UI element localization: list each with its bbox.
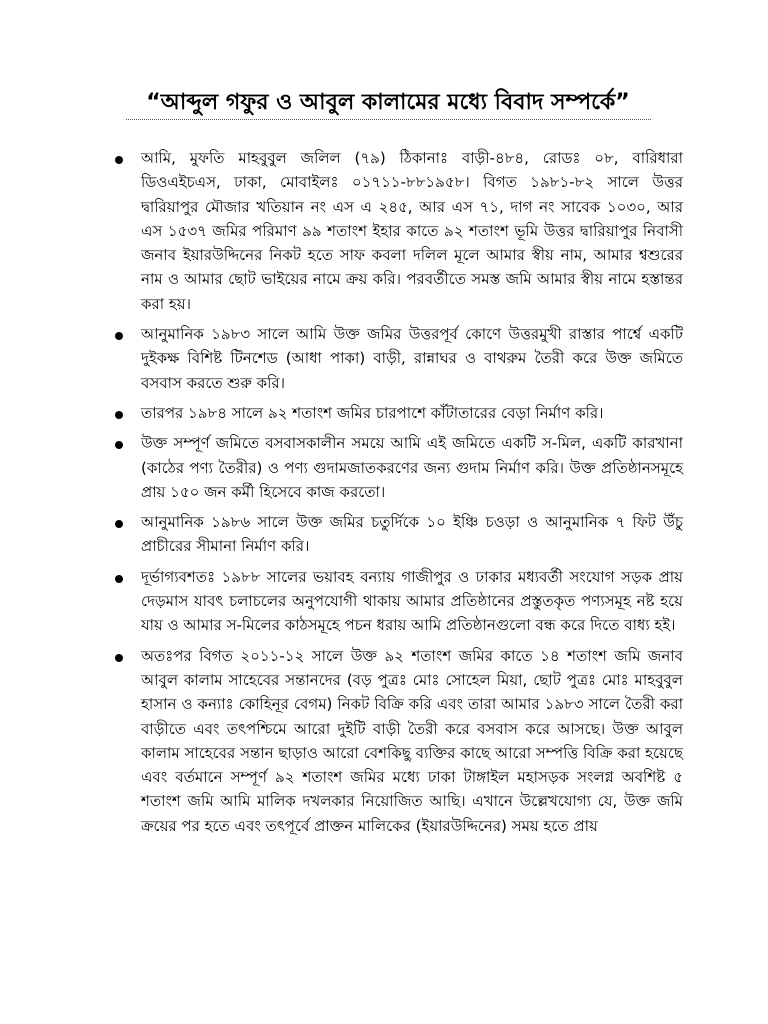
list-item — [113, 510, 683, 559]
list-item-text: উক্ত সম্পূর্ণ জমিতে বসবাসকালীন সময়ে আমি এই জমিতে একটি স-মিল, একটি কারখানা (কাঠের পণ্য তৈরীর) ও পণ্য গুদামজাতকরণের জন্য গুদাম নির্মাণ করি। উক্ত প্রতিষ্ঠানসমূহে প্রায় ১৫০ জন কর্মী হিসেবে কাজ করতো। — [141, 434, 683, 501]
bullet-icon — [115, 332, 123, 340]
list-item-text: তারপর ১৯৮৪ সালে ৯২ শতাংশ জমির চারপাশে কাঁটাতারের বেড়া নির্মাণ করি। — [141, 403, 604, 422]
bullet-icon — [115, 575, 123, 583]
bullet-icon — [115, 156, 123, 164]
list-item — [113, 565, 683, 638]
list-item-text: আমি, মুফতি মাহবুবুল জলিল (৭৯) ঠিকানাঃ বাড়ী-৪৮৪, রোডঃ ০৮, বারিধারা ডিওএইচএস, ঢাকা, মোবাইলঃ ০১৭১১-৮৮১৯৫৮। বিগত ১৯৮১-৮২ সালে উত্তর দ্বারিয়াপুর মৌজার খতিয়ান নং এস এ ২৪৫, আর এস ৭১, দাগ নং সাবেক ১০৩০, আর এস ১৫৩৭ জমির পরিমাণ ৯৯ শতাংশ ইহার কাতে ৯২ শতাংশ ভূমি উত্তর দ্বারিয়াপুর নিবাসী জনাব ইয়ারউদ্দিনের নিকট হতে সাফ কবলা দলিল মূলে আমার স্বীয় নাম, আমার শ্বশুরের নাম ও আমার ছোট ভাইয়ের নামে ক্রয় করি। পরবর্তীতে সমস্ত জমি আমার স্বীয় নামে হস্তান্তর করা হয়। — [141, 149, 683, 313]
title-dotted-underline — [126, 119, 651, 120]
bullet-icon — [115, 654, 123, 662]
list-item-text: দূর্ভাগ্যবশতঃ ১৯৮৮ সালের ভয়াবহ বন্যায় গাজীপুর ও ঢাকার মধ্যবর্তী সংযোগ সড়ক প্রায় দেড়মাস যাবৎ চলাচলের অনুপযোগী থাকায় আমার প্রতিষ্ঠানের প্রস্তুতকৃত পণ্যসমূহ নষ্ট হয়ে যায় ও আমার স-মিলের কাঠসমূহে পচন ধরায় আমি প্রতিষ্ঠানগুলো বন্ধ করে দিতে বাধ্য হই। — [141, 567, 683, 635]
list-item — [113, 431, 683, 504]
list-item — [113, 322, 683, 395]
statement-list — [113, 146, 683, 844]
bullet-icon — [115, 520, 123, 528]
list-item — [113, 401, 683, 425]
list-item-text: আনুমানিক ১৯৮৩ সালে আমি উক্ত জমির উত্তরপূর্ব কোণে উত্তরমুখী রাস্তার পার্শ্বে একটি দুইকক্ষ বিশিষ্ট টিনশেড (আধা পাকা) বাড়ী, রান্নাঘর ও বাথরুম তৈরী করে উক্ত জমিতে বসবাস করতে শুরু করি। — [141, 325, 683, 392]
list-item-text: আনুমানিক ১৯৮৬ সালে উক্ত জমির চতুর্দিকে ১০ ইঞ্চি চওড়া ও আনুমানিক ৭ ফিট উঁচু প্রাচীরের সীমানা নির্মাণ করি। — [141, 513, 683, 556]
document-title: “আব্দুল গফুর ও আবুল কালামের মধ্যে বিবাদ সম্পর্কে” — [146, 90, 630, 115]
bullet-icon — [115, 411, 123, 419]
list-item-text: অতঃপর বিগত ২০১১-১২ সালে উক্ত ৯২ শতাংশ জমির কাতে ১৪ শতাংশ জমি জনাব আবুল কালাম সাহেবের সন্তানদের (বড় পুত্রঃ মোঃ সোহেল মিয়া, ছোট পুত্রঃ মোঃ মাহবুবুল হাসান ও কন্যাঃ কোহিনূর বেগম) নিকট বিক্রি করি এবং তারা আমার ১৯৮৩ সালে তৈরী করা বাড়ীতে এবং তৎপশ্চিমে আরো দুইটি বাড়ী তৈরী করে বসবাস করে আসছে। উক্ত আবুল কালাম সাহেবের সন্তান ছাড়াও আরো বেশকিছু ব্যক্তির কাছে আরো সম্পত্তি বিক্রি করা হয়েছে এবং বর্তমানে সম্পূর্ণ ৯২ শতাংশ জমির মধ্যে ঢাকা টাঙ্গাইল মহাসড়ক সংলগ্ন অবশিষ্ট ৫ শতাংশ জমি আমি মালিক দখলকার নিয়োজিত আছি। এখানে উল্লেখযোগ্য যে, উক্ত জমি ক্রয়ের পর হতে এবং তৎপূর্বে প্রাক্তন মালিকের (ইয়ারউদ্দিনের) সময় হতে প্রায় — [141, 646, 683, 835]
list-item — [113, 644, 683, 838]
list-item — [113, 146, 683, 316]
bullet-icon — [115, 441, 123, 449]
